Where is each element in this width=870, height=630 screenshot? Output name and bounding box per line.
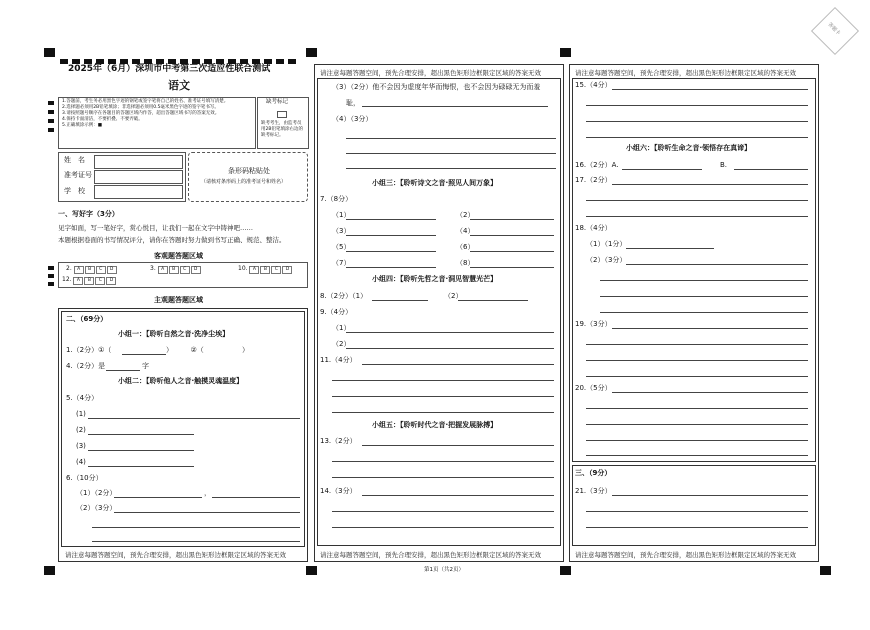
q7-sub3: （3） xyxy=(332,227,351,235)
q7-line8[interactable] xyxy=(470,267,554,268)
field-id-label: 准考证号 xyxy=(64,171,92,179)
q4-label: 4.（2分）是 xyxy=(66,362,106,370)
q15-line4[interactable] xyxy=(586,137,808,138)
option-c[interactable]: C xyxy=(180,266,190,274)
q7-line2[interactable] xyxy=(470,219,554,220)
q7-sub2: （2） xyxy=(456,211,475,219)
q18-line2[interactable] xyxy=(626,264,808,265)
instruction-line: 2.选择题必须用2B铅笔填涂；非选择题必须用0.5毫米黑色字迹的签字笔书写。 xyxy=(62,105,219,111)
q8-label-b: （2） xyxy=(444,292,463,300)
absent-mark-note: 缺考考生，由监考员用2B铅笔填涂右边的缺考标记。 xyxy=(261,121,303,139)
q7-line6[interactable] xyxy=(470,251,554,252)
q5-sub2: (2) xyxy=(76,426,86,434)
objective-num: 10. xyxy=(238,265,248,272)
q7-sub1: （1） xyxy=(332,211,351,219)
q21-line1[interactable] xyxy=(612,495,808,496)
option-c[interactable]: C xyxy=(271,266,281,274)
q16-blank-a[interactable] xyxy=(622,169,702,170)
q18-label: 18.（4分） xyxy=(575,224,612,232)
field-name-input[interactable] xyxy=(94,155,183,169)
option-c[interactable]: C xyxy=(96,266,106,274)
option-b[interactable]: B xyxy=(85,266,95,274)
barcode-area xyxy=(188,152,308,202)
q14-label: 14.（3分） xyxy=(320,487,357,495)
group3-heading: 小组三：【聆听诗文之音·照见人间万象】 xyxy=(372,179,498,187)
subject-title: 语文 xyxy=(168,79,190,92)
option-a[interactable]: A xyxy=(73,277,83,285)
field-school-label: 学 校 xyxy=(64,187,85,195)
q4-end: 字 xyxy=(142,362,149,370)
right-notice-top: 请注意每题答题空间，预先合理安排，超出黑色矩形边框限定区域的答案无效 xyxy=(575,69,796,77)
q4-sub-label: （4）（3分） xyxy=(332,115,373,123)
q4-line2[interactable] xyxy=(346,153,556,154)
q9-sub2: （2） xyxy=(332,340,351,348)
q11-label: 11.（4分） xyxy=(320,356,357,364)
side-tick xyxy=(48,110,54,114)
middle-answer-inner xyxy=(317,78,561,546)
objective-item-10 xyxy=(238,265,293,274)
q5-sub1: (1) xyxy=(76,410,86,418)
absent-mark-title: 缺考标记 xyxy=(266,99,289,105)
q7-label: 7.（8分） xyxy=(320,195,353,203)
objective-item-2 xyxy=(66,265,118,274)
corner-mark-bm2 xyxy=(560,566,571,575)
q17-line3[interactable] xyxy=(586,216,808,217)
q17-line2[interactable] xyxy=(586,200,808,201)
q15-line2[interactable] xyxy=(586,105,808,106)
right-notice-bottom: 请注意每题答题空间，预先合理安排，超出黑色矩形边框限定区域的答案无效 xyxy=(575,551,796,559)
q6-line2c[interactable] xyxy=(92,541,300,542)
group1-heading: 小组一：【聆听自然之音·洗净尘埃】 xyxy=(118,330,230,338)
q3-2-label: （3）（2分）他不会因为虚度年华而悔恨，也不会因为碌碌无为而羞 xyxy=(332,83,541,91)
q20-label: 20.（5分） xyxy=(575,384,612,392)
q7-sub6: （6） xyxy=(456,243,475,251)
option-b[interactable]: B xyxy=(260,266,270,274)
q18-sub1: （1）（1分） xyxy=(586,240,627,248)
q6-sub2: （2）（3分） xyxy=(76,504,117,512)
option-a[interactable]: A xyxy=(249,266,259,274)
q6-line2b[interactable] xyxy=(92,527,300,528)
objective-num: 12. xyxy=(62,276,72,283)
q15-line1[interactable] xyxy=(612,89,808,90)
q19-label: 19.（3分） xyxy=(575,320,612,328)
instruction-line: 1.答题前，考生务必用黑色字迹的钢笔或签字笔将自己的姓名、准考证号填写清楚。 xyxy=(62,99,229,104)
q5-sub3: (3) xyxy=(76,442,86,450)
section1-heading: 一、写好字（3分） xyxy=(58,210,119,218)
q17-line1[interactable] xyxy=(612,184,808,185)
option-d[interactable]: D xyxy=(191,266,201,274)
instruction-line: 5.正确填涂示例：■ xyxy=(62,123,103,129)
option-b[interactable]: B xyxy=(84,277,94,285)
section3-heading: 三、（9分） xyxy=(575,469,612,477)
q6-line1a[interactable] xyxy=(114,497,202,498)
corner-mark-tl xyxy=(44,48,55,57)
q5-sub4: (4) xyxy=(76,458,86,466)
group2-heading: 小组二：【聆听他人之音·触摸灵魂温度】 xyxy=(118,377,244,385)
q9-label: 9.（4分） xyxy=(320,308,353,316)
objective-heading: 客观题答题区域 xyxy=(154,252,203,260)
option-d[interactable]: D xyxy=(107,266,117,274)
section2-heading: 二、（69分） xyxy=(66,315,108,323)
q4-blank[interactable] xyxy=(106,370,140,371)
q7-line5[interactable] xyxy=(346,251,436,252)
q7-line1[interactable] xyxy=(346,219,436,220)
q9-line1[interactable] xyxy=(346,332,554,333)
q16-label-b: B. xyxy=(720,161,728,169)
q11-line2[interactable] xyxy=(332,380,554,381)
option-d[interactable]: D xyxy=(282,266,292,274)
barcode-title: 条形码粘贴处 xyxy=(228,167,270,175)
q20-line5[interactable] xyxy=(586,455,808,456)
side-tick xyxy=(48,128,54,132)
q11-line4[interactable] xyxy=(332,412,554,413)
option-c[interactable]: C xyxy=(95,277,105,285)
exam-title: 2025年（6月）深圳市中考第三次适应性联合测试 xyxy=(68,64,271,74)
q18-line4[interactable] xyxy=(600,296,808,297)
q16-blank-b[interactable] xyxy=(734,169,808,170)
absent-mark-checkbox[interactable] xyxy=(277,111,287,118)
corner-mark-bm1 xyxy=(306,566,317,575)
q19-line3[interactable] xyxy=(586,360,808,361)
q4-line1[interactable] xyxy=(346,138,556,139)
q1-label: 1.（2分）①（ xyxy=(66,346,112,354)
q19-line1[interactable] xyxy=(612,328,808,329)
section1-text1: 见字如面，写一笔好字，赏心悦目，让我们一起在文字中铸神吧…… xyxy=(58,224,253,232)
option-d[interactable]: D xyxy=(106,277,116,285)
q6-line2a[interactable] xyxy=(114,512,300,513)
q9-line2[interactable] xyxy=(346,348,554,349)
q7-sub4: （4） xyxy=(456,227,475,235)
objective-num: 2. xyxy=(66,265,72,272)
subjective-heading: 主观题答题区域 xyxy=(154,296,203,304)
q5-line4[interactable] xyxy=(88,466,194,467)
q11-line1[interactable] xyxy=(362,364,554,365)
group6-heading: 小组六：【聆听生命之音·领悟存在真谛】 xyxy=(626,144,752,152)
q1-mid: ） ②（ xyxy=(166,346,204,354)
objective-item-12 xyxy=(62,276,117,285)
field-id-input[interactable] xyxy=(94,170,183,184)
instruction-line: 3.请按照题号顺序在各题目的答题区域内作答，超出答题区域书写的答案无效。 xyxy=(62,111,220,117)
q1-end: ） xyxy=(242,346,249,354)
q7-sub7: （7） xyxy=(332,259,351,267)
corner-mark-mr xyxy=(560,48,571,57)
right-answer-inner-bottom xyxy=(572,465,816,546)
corner-mark-ml xyxy=(306,48,317,57)
q8-blank1[interactable] xyxy=(372,300,428,301)
q11-line3[interactable] xyxy=(332,396,554,397)
q5-line2[interactable] xyxy=(88,434,194,435)
option-a[interactable]: A xyxy=(74,266,84,274)
q15-line3[interactable] xyxy=(586,121,808,122)
q14-line2[interactable] xyxy=(332,511,554,512)
q7-sub5: （5） xyxy=(332,243,351,251)
right-answer-inner-top xyxy=(572,78,816,462)
corner-mark-br xyxy=(820,566,831,575)
q3-2-blank[interactable] xyxy=(362,106,548,107)
q17-label: 17.（2分） xyxy=(575,176,612,184)
section1-text2: 本题根据卷面的书写情况评分，请你在答题时努力做到书写正确、规范、整洁。 xyxy=(58,236,286,244)
q8-blank2[interactable] xyxy=(458,300,528,301)
q20-line4[interactable] xyxy=(586,440,808,441)
q6-label: 6.（10分） xyxy=(66,474,103,482)
side-tick xyxy=(48,282,54,286)
corner-mark-bl xyxy=(44,566,55,575)
q6-sub1: （1）（2分） xyxy=(76,489,117,497)
q5-line1[interactable] xyxy=(88,418,300,419)
field-school-input[interactable] xyxy=(94,185,183,199)
barcode-note: （请核对条形码上的准考证号和姓名） xyxy=(201,179,287,185)
q3-2-label-b: 耻， xyxy=(346,99,360,107)
group5-heading: 小组五：【聆听时代之音·把握发展脉搏】 xyxy=(372,421,498,429)
q5-label: 5.（4分） xyxy=(66,394,99,402)
left-notice-bottom: 请注意每题答题空间，预先合理安排，超出黑色矩形边框限定区域的答案无效 xyxy=(65,551,286,559)
q21-line3[interactable] xyxy=(586,527,808,528)
side-tick xyxy=(48,119,54,123)
instructions xyxy=(62,99,250,129)
q20-line1[interactable] xyxy=(612,392,808,393)
q19-line4[interactable] xyxy=(586,376,808,377)
q21-line2[interactable] xyxy=(586,511,808,512)
q14-line1[interactable] xyxy=(362,495,554,496)
q5-line3[interactable] xyxy=(88,450,194,451)
page-footer: 第1页（共2页） xyxy=(424,567,464,573)
field-name-label: 姓 名 xyxy=(64,156,85,164)
middle-notice-bottom: 请注意每题答题空间，预先合理安排，超出黑色矩形边框限定区域的答案无效 xyxy=(320,551,541,559)
corner-stamp-label: 答题卡 xyxy=(826,21,842,37)
q14-line3[interactable] xyxy=(332,527,554,528)
q13-line1[interactable] xyxy=(362,445,554,446)
q15-label: 15.（4分） xyxy=(575,81,612,89)
q6-line1b[interactable] xyxy=(212,497,300,498)
q7-line7[interactable] xyxy=(346,267,436,268)
q8-label: 8.（2分）（1） xyxy=(320,292,368,300)
q20-line2[interactable] xyxy=(586,408,808,409)
group4-heading: 小组四：【聆听先哲之音·洞见智慧光芒】 xyxy=(372,275,498,283)
option-a[interactable]: A xyxy=(158,266,168,274)
q19-line2[interactable] xyxy=(586,344,808,345)
middle-notice-top: 请注意每题答题空间，预先合理安排，超出黑色矩形边框限定区域的答案无效 xyxy=(320,69,541,77)
q7-line4[interactable] xyxy=(470,235,554,236)
q20-line3[interactable] xyxy=(586,424,808,425)
q7-line3[interactable] xyxy=(346,235,436,236)
side-tick xyxy=(48,266,54,270)
option-b[interactable]: B xyxy=(169,266,179,274)
objective-num: 3. xyxy=(150,265,156,272)
side-tick xyxy=(48,274,54,278)
q18-line1[interactable] xyxy=(626,248,714,249)
q18-line5[interactable] xyxy=(600,312,808,313)
q18-sub2: （2）（3分） xyxy=(586,256,627,264)
q13-line2[interactable] xyxy=(332,461,554,462)
q16-label: 16.（2分）A. xyxy=(575,161,619,169)
instruction-line: 4.保持卡面清洁，不要折叠、不要弄破。 xyxy=(62,117,143,123)
q4-line3[interactable] xyxy=(346,168,556,169)
q13-line3[interactable] xyxy=(332,477,554,478)
q18-line3[interactable] xyxy=(600,280,808,281)
q1-blank1[interactable] xyxy=(122,354,166,355)
q9-sub1: （1） xyxy=(332,324,351,332)
q7-sub8: （8） xyxy=(456,259,475,267)
q6-comma: ， xyxy=(204,489,211,497)
side-tick xyxy=(48,101,54,105)
q21-label: 21.（3分） xyxy=(575,487,612,495)
q13-label: 13.（2分） xyxy=(320,437,357,445)
objective-item-3 xyxy=(150,265,202,274)
